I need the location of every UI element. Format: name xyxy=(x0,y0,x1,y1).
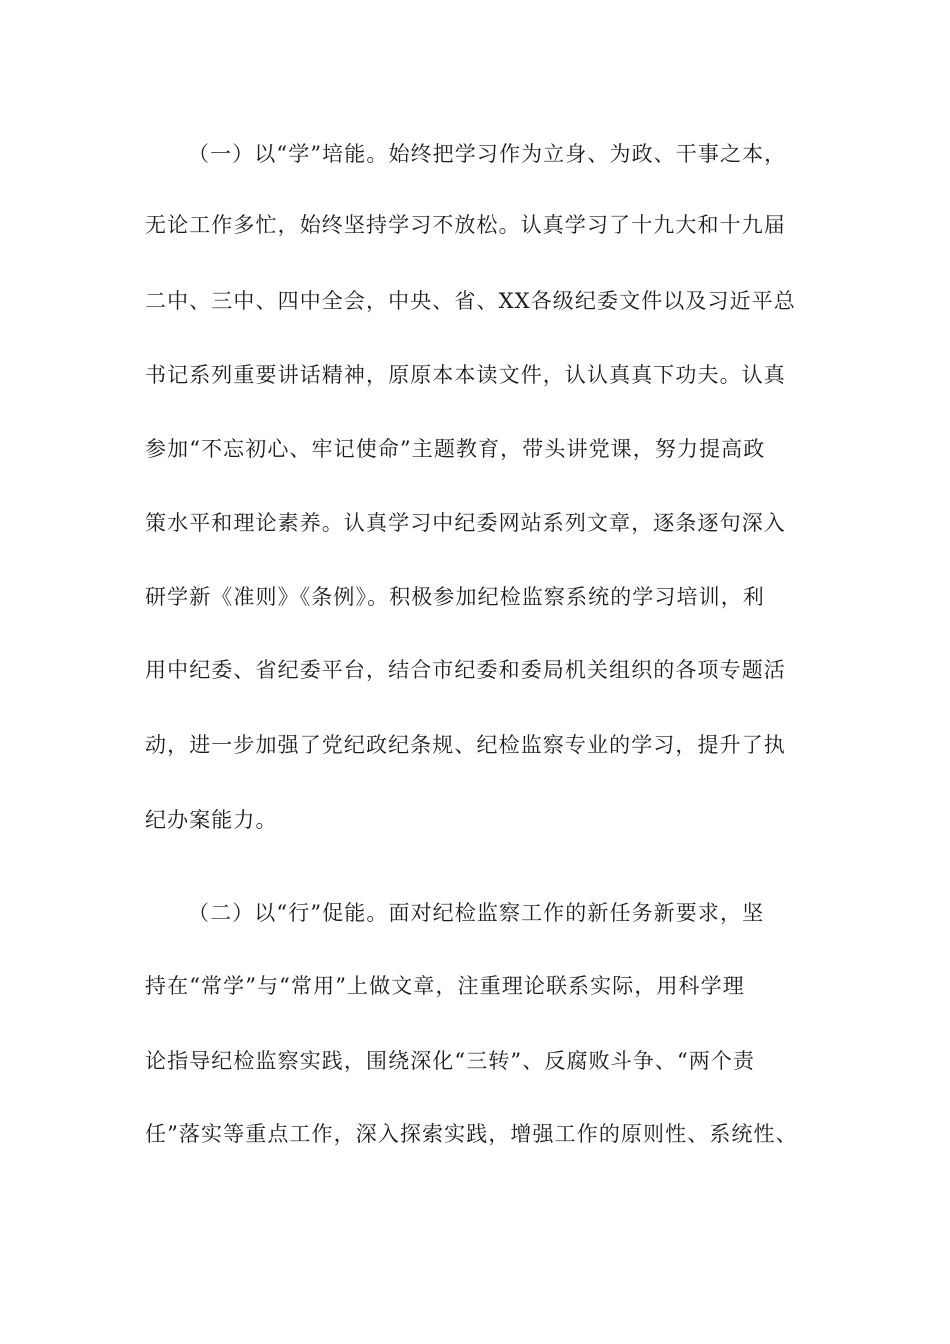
paragraph-1-line-2: 无论工作多忙，始终坚持学习不放松。认真学习了十九大和十九届 xyxy=(145,213,786,237)
paragraph-2-line-3: 论指导纪检监察实践，围绕深化“三转”、反腐败斗争、“两个责 xyxy=(145,1049,756,1073)
paragraph-1-line-7: 研学新《准则》《条例》。积极参加纪检监察系统的学习培训，利 xyxy=(145,585,765,609)
paragraph-1-line-4: 书记系列重要讲话精神，原原本本读文件，认认真真下功夫。认真 xyxy=(145,363,786,387)
paragraph-1-line-9: 动，进一步加强了党纪政纪条规、纪检监察专业的学习，提升了执 xyxy=(145,733,786,757)
paragraph-1-line-6: 策水平和理论素养。认真学习中纪委网站系列文章，逐条逐句深入 xyxy=(145,511,786,535)
paragraph-1-line-10: 纪办案能力。 xyxy=(145,808,278,832)
paragraph-1-line-8: 用中纪委、省纪委平台，结合市纪委和委局机关组织的各项专题活 xyxy=(145,658,786,682)
paragraph-2-line-1: （二）以“行”促能。面对纪检监察工作的新任务新要求，坚 xyxy=(188,901,765,925)
paragraph-2-line-4: 任”落实等重点工作，深入探索实践，增强工作的原则性、系统性、 xyxy=(145,1122,798,1146)
paragraph-1-line-3: 二中、三中、四中全会，中央、省、XX各级纪委文件以及习近平总 xyxy=(145,289,796,313)
paragraph-1-line-1: （一）以“学”培能。始终把学习作为立身、为政、干事之本， xyxy=(188,142,787,166)
paragraph-2-line-2: 持在“常学”与“常用”上做文章，注重理论联系实际，用科学理 xyxy=(145,974,745,998)
paragraph-1-line-5: 参加“不忘初心、牢记使命”主题教育，带头讲党课，努力提高政 xyxy=(145,437,766,461)
